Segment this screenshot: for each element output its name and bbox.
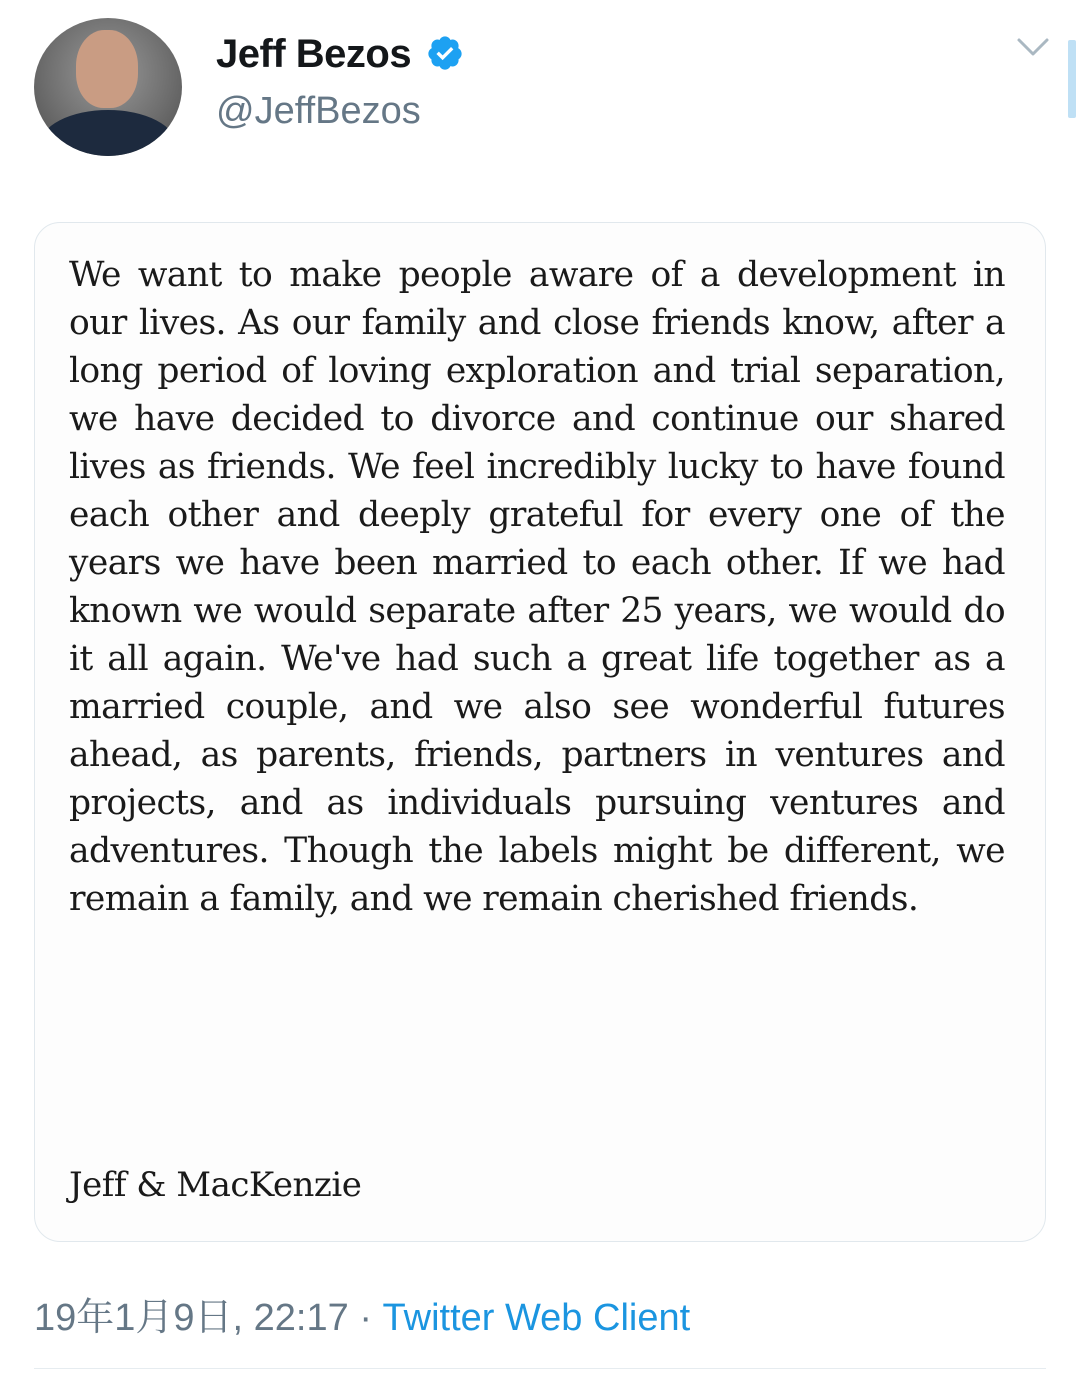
- tweet-timestamp[interactable]: 19年1月9日, 22:17: [34, 1297, 349, 1339]
- chevron-down-icon[interactable]: [1016, 36, 1050, 58]
- attached-image[interactable]: [34, 222, 1046, 1242]
- avatar[interactable]: [34, 18, 182, 156]
- user-handle[interactable]: @JeffBezos: [216, 90, 421, 132]
- display-name[interactable]: Jeff Bezos: [216, 32, 412, 76]
- avatar-face: [76, 30, 138, 108]
- tweet-meta: [34, 1286, 690, 1341]
- scroll-indicator: [1068, 40, 1076, 118]
- meta-separator: ·: [359, 1297, 372, 1339]
- avatar-shirt: [40, 110, 176, 156]
- verified-badge-icon: [426, 34, 464, 72]
- statement-text: We want to make people aware of a development in our lives. As our family and close friends know, after a long period of loving exploration and trial separation, we have decided to divorce and continue our shared lives as friends. We feel incredibly lucky to have found each other and deeply grateful for every one of the years we have been married to each other. If we had known we would separate after 25 years, we would do it all again. We've had such a great life together as a married couple, and we also see wonderful futures ahead, as parents, friends, partners in ventures and projects, and as individuals pursuing ventures and adventures. Though the labels might be different, we remain a family, and we remain cherished friends.: [69, 255, 1005, 919]
- statement-signature: Jeff & MacKenzie: [69, 1165, 362, 1205]
- tweet-source-link[interactable]: Twitter Web Client: [382, 1297, 691, 1339]
- divider: [34, 1368, 1046, 1369]
